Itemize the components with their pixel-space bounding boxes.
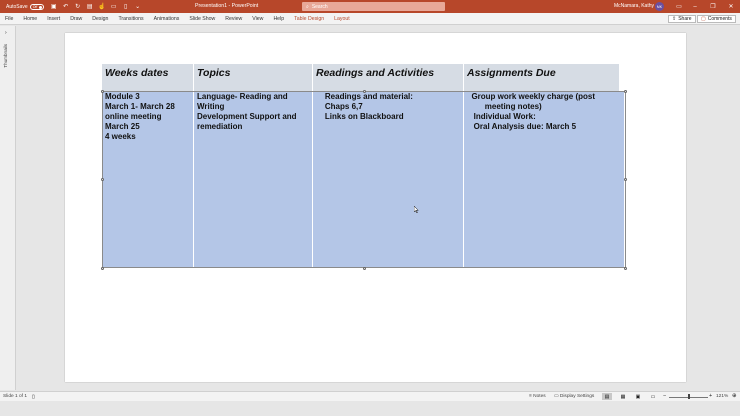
- header-readings: Readings and Activities: [316, 67, 435, 79]
- search-box[interactable]: [302, 2, 445, 11]
- normal-view-icon[interactable]: ▤: [602, 393, 612, 400]
- autosave-control[interactable]: [6, 4, 44, 10]
- zoom-level[interactable]: 121%: [716, 393, 729, 399]
- start-presentation-icon[interactable]: ▤: [86, 4, 93, 10]
- undo-icon[interactable]: ↶: [63, 4, 69, 10]
- display-settings-button[interactable]: [554, 394, 594, 399]
- share-icon: ⇪: [672, 16, 677, 22]
- header-topics: Topics: [197, 67, 231, 79]
- minimize-icon[interactable]: –: [693, 3, 697, 10]
- expand-thumbnails-icon[interactable]: ›: [5, 30, 7, 36]
- close-icon[interactable]: ✕: [728, 4, 734, 10]
- slide-counter: Slide 1 of 1: [3, 393, 28, 399]
- zoom-out-icon[interactable]: −: [663, 393, 667, 399]
- mouse-cursor-icon: [414, 206, 419, 213]
- quick-access-toolbar: [50, 3, 142, 11]
- resize-handle-top-right[interactable]: [624, 90, 627, 93]
- resize-handle-middle-right[interactable]: [624, 178, 627, 181]
- autosave-label: AutoSave: [6, 3, 28, 10]
- touch-mode-icon[interactable]: ☝: [97, 4, 106, 10]
- tab-view[interactable]: View: [252, 15, 264, 22]
- cell-text: Chaps 6,7: [316, 102, 363, 112]
- tab-review[interactable]: Review: [225, 15, 243, 22]
- document-title: Presentation1 - PowerPoint: [195, 3, 259, 9]
- cell-text: Oral Analysis due: March 5: [467, 122, 577, 132]
- ribbon-tabs: [0, 13, 740, 25]
- zoom-in-icon[interactable]: +: [709, 393, 713, 399]
- tab-design[interactable]: Design: [92, 15, 109, 22]
- search-icon: ⌕: [306, 3, 309, 10]
- table-header-weeks[interactable]: [102, 64, 194, 91]
- tab-help[interactable]: Help: [273, 15, 285, 22]
- cell-text: Readings and material:: [316, 92, 413, 101]
- tab-draw[interactable]: Draw: [70, 15, 83, 22]
- cell-text: Individual Work:: [467, 112, 536, 122]
- zoom-slider-thumb[interactable]: [688, 394, 690, 399]
- notes-button[interactable]: [529, 394, 546, 399]
- header-assignments: Assignments Due: [467, 67, 556, 79]
- table-header-readings[interactable]: [313, 64, 464, 91]
- comments-button[interactable]: [697, 15, 736, 23]
- table-header-assignments[interactable]: [464, 64, 620, 91]
- notes-label: Notes: [533, 393, 546, 399]
- resize-handle-top-left[interactable]: [101, 90, 104, 93]
- fit-slide-icon[interactable]: ⊕: [732, 393, 737, 399]
- customize-qat-icon[interactable]: ⌄: [135, 4, 141, 10]
- new-file-icon[interactable]: ▯: [124, 4, 128, 10]
- ribbon-display-icon[interactable]: ▭: [676, 4, 682, 10]
- table-selection-frame: [102, 91, 626, 268]
- avatar[interactable]: MK: [655, 2, 664, 11]
- cell-text: meeting notes): [467, 102, 542, 112]
- comments-icon: ▢: [701, 16, 706, 22]
- resize-handle-top-middle[interactable]: [363, 90, 366, 93]
- tab-slide-show[interactable]: Slide Show: [189, 15, 216, 22]
- cell-text: Writing: [197, 102, 225, 112]
- cell-text: remediation: [197, 122, 243, 132]
- share-label: Share: [678, 16, 692, 22]
- tab-file[interactable]: File: [5, 15, 14, 22]
- cell-text: 4 weeks: [105, 132, 136, 142]
- header-weeks-dates: Weeks dates: [105, 67, 169, 79]
- resize-handle-bottom-middle[interactable]: [363, 267, 366, 270]
- redo-icon[interactable]: ↻: [75, 4, 81, 10]
- reading-view-icon[interactable]: ▣: [635, 393, 641, 400]
- notes-icon: ≡: [529, 393, 532, 399]
- cell-text: Links on Blackboard: [316, 112, 404, 122]
- comments-label: Comments: [707, 16, 732, 22]
- tab-transitions[interactable]: Transitions: [118, 15, 144, 22]
- table-header-topics[interactable]: [194, 64, 313, 91]
- cell-text: online meeting: [105, 112, 162, 122]
- tab-insert[interactable]: Insert: [47, 15, 61, 22]
- thumbnails-pane: [0, 26, 16, 390]
- cell-text: Language- Reading and: [197, 92, 288, 101]
- tab-animations[interactable]: Animations: [153, 15, 180, 22]
- display-icon: ▭: [554, 393, 559, 399]
- slideshow-view-icon[interactable]: ▭: [650, 393, 656, 400]
- autosave-toggle[interactable]: Off: [30, 4, 44, 10]
- save-icon[interactable]: ▣: [50, 4, 57, 10]
- cell-text: March 1- March 28: [105, 102, 175, 112]
- accessibility-icon[interactable]: ▯: [32, 393, 35, 400]
- slide-canvas[interactable]: [65, 33, 686, 382]
- thumbnails-label: Thumbnails: [3, 44, 8, 68]
- cell-text: March 25: [105, 122, 140, 132]
- cell-text: Module 3: [105, 92, 140, 101]
- slide-sorter-view-icon[interactable]: ▦: [620, 393, 626, 400]
- display-label: Display Settings: [559, 393, 595, 399]
- user-name[interactable]: McNamara, Kathy: [614, 3, 655, 9]
- open-icon[interactable]: ▭: [110, 4, 117, 10]
- tab-layout[interactable]: Layout: [334, 15, 350, 22]
- status-bar: [0, 391, 740, 401]
- resize-handle-bottom-left[interactable]: [101, 267, 104, 270]
- cell-text: Group work weekly charge (post: [467, 92, 596, 101]
- resize-handle-bottom-right[interactable]: [624, 267, 627, 270]
- tab-table-design[interactable]: Table Design: [294, 15, 325, 22]
- share-button[interactable]: [668, 15, 696, 23]
- cell-text: Development Support and: [197, 112, 297, 122]
- search-placeholder: Search: [311, 3, 328, 10]
- resize-handle-middle-left[interactable]: [101, 178, 104, 181]
- tab-home[interactable]: Home: [23, 15, 38, 22]
- restore-icon[interactable]: ❐: [710, 4, 716, 10]
